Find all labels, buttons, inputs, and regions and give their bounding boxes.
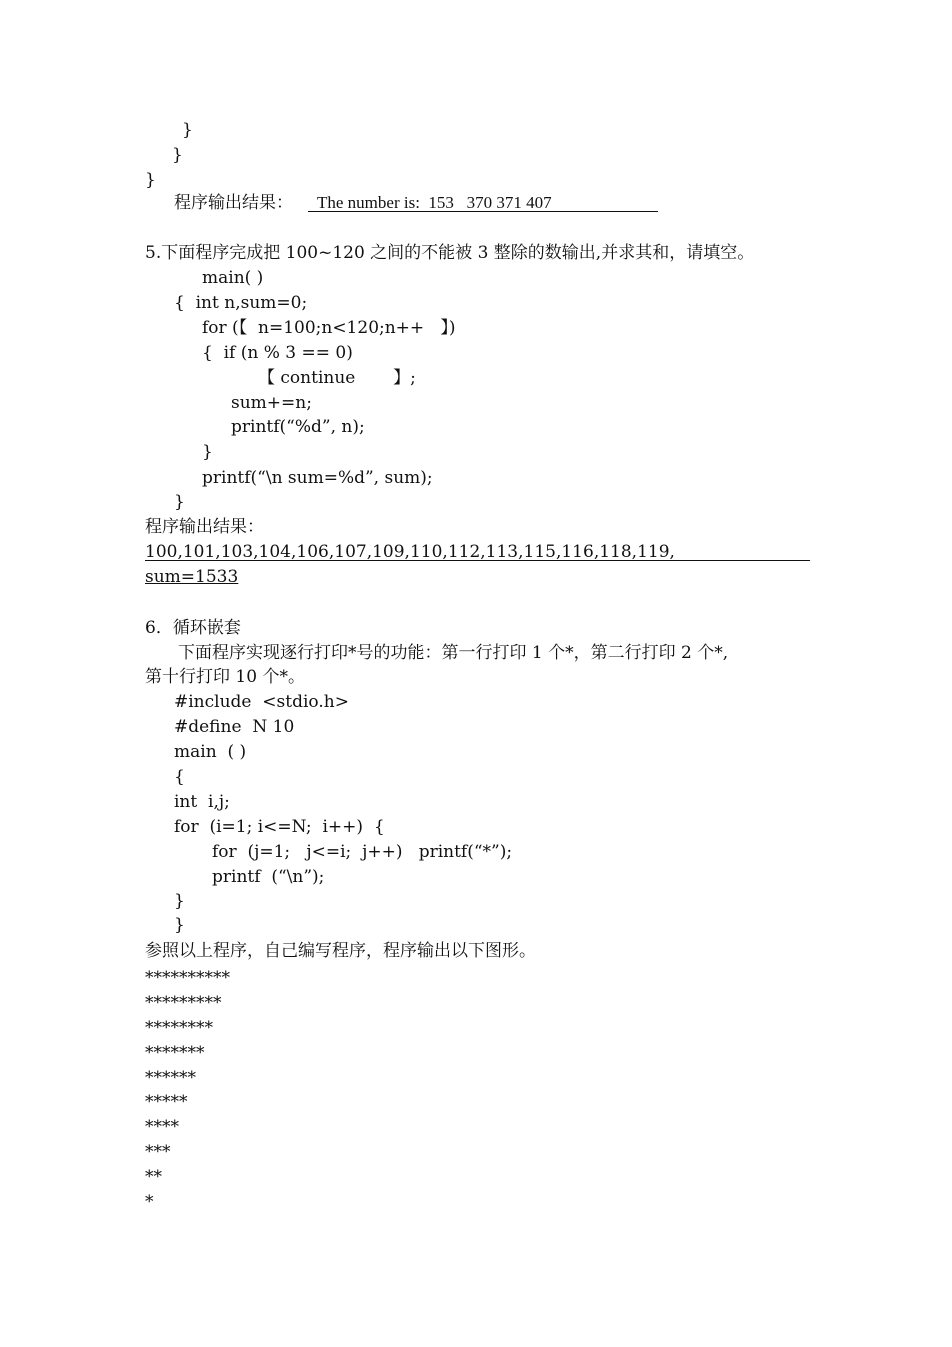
code-line: } <box>172 145 183 165</box>
code-line: #include <stdio.h> <box>174 692 349 712</box>
answer-underline <box>145 560 810 561</box>
code-line: printf(“%d”, n); <box>231 417 365 437</box>
code-line: main( ) <box>202 268 264 288</box>
code-line: #define N 10 <box>174 717 295 737</box>
star-pattern-line: ***** <box>145 1092 188 1112</box>
code-line: printf (“\n”); <box>212 867 325 887</box>
answer-underline <box>308 211 658 212</box>
code-line: } <box>174 492 185 512</box>
question-description: 下面程序实现逐行打印*号的功能：第一行打印 1 个*，第二行打印 2 个*, <box>178 643 729 663</box>
star-pattern-line: ****** <box>145 1068 196 1088</box>
star-pattern-line: *** <box>145 1142 171 1162</box>
code-line: for (j=1; j<=i; j++) printf(“*”); <box>212 842 513 862</box>
code-line: main ( ) <box>174 742 247 762</box>
star-pattern-line: * <box>145 1192 154 1212</box>
output-line: sum=1533 <box>145 567 239 587</box>
code-line: for (i=1; i<=N; i++) { <box>174 817 385 837</box>
output-label: 程序输出结果： <box>174 193 293 213</box>
output-line: 100,101,103,104,106,107,109,110,112,113,115,116,118,119, <box>145 542 675 562</box>
code-line: sum+=n; <box>231 393 312 413</box>
code-line: for (【 n=100;n<120;n++ 】) <box>202 318 456 338</box>
code-line: { int n,sum=0; <box>174 293 308 313</box>
star-pattern-line: ********* <box>145 993 222 1013</box>
output-answer: The number is: 153 370 371 407 <box>317 193 552 212</box>
output-label: 程序输出结果： <box>145 517 264 537</box>
code-line: } <box>202 442 213 462</box>
star-pattern-line: **** <box>145 1117 179 1137</box>
star-pattern-line: ******** <box>145 1018 213 1038</box>
star-pattern-line: ********** <box>145 968 230 988</box>
task-text: 参照以上程序，自己编写程序，程序输出以下图形。 <box>145 941 536 961</box>
code-line: { if (n % 3 == 0) <box>202 343 353 363</box>
code-line: printf(“\n sum=%d”, sum); <box>202 468 433 488</box>
code-line: } <box>145 170 156 190</box>
code-line: 【 continue 】; <box>258 368 416 388</box>
question-title: 5.下面程序完成把 100~120 之间的不能被 3 整除的数输出,并求其和，请填空。 <box>145 243 755 263</box>
star-pattern-line: ** <box>145 1167 162 1187</box>
star-pattern-line: ******* <box>145 1043 205 1063</box>
code-line: { <box>174 767 185 787</box>
code-line: int i,j; <box>174 792 230 812</box>
question-title: 6．循环嵌套 <box>145 618 241 638</box>
code-line: } <box>174 891 185 911</box>
code-line: } <box>182 120 193 140</box>
question-description: 第十行打印 10 个*。 <box>145 667 305 687</box>
code-line: } <box>174 915 185 935</box>
